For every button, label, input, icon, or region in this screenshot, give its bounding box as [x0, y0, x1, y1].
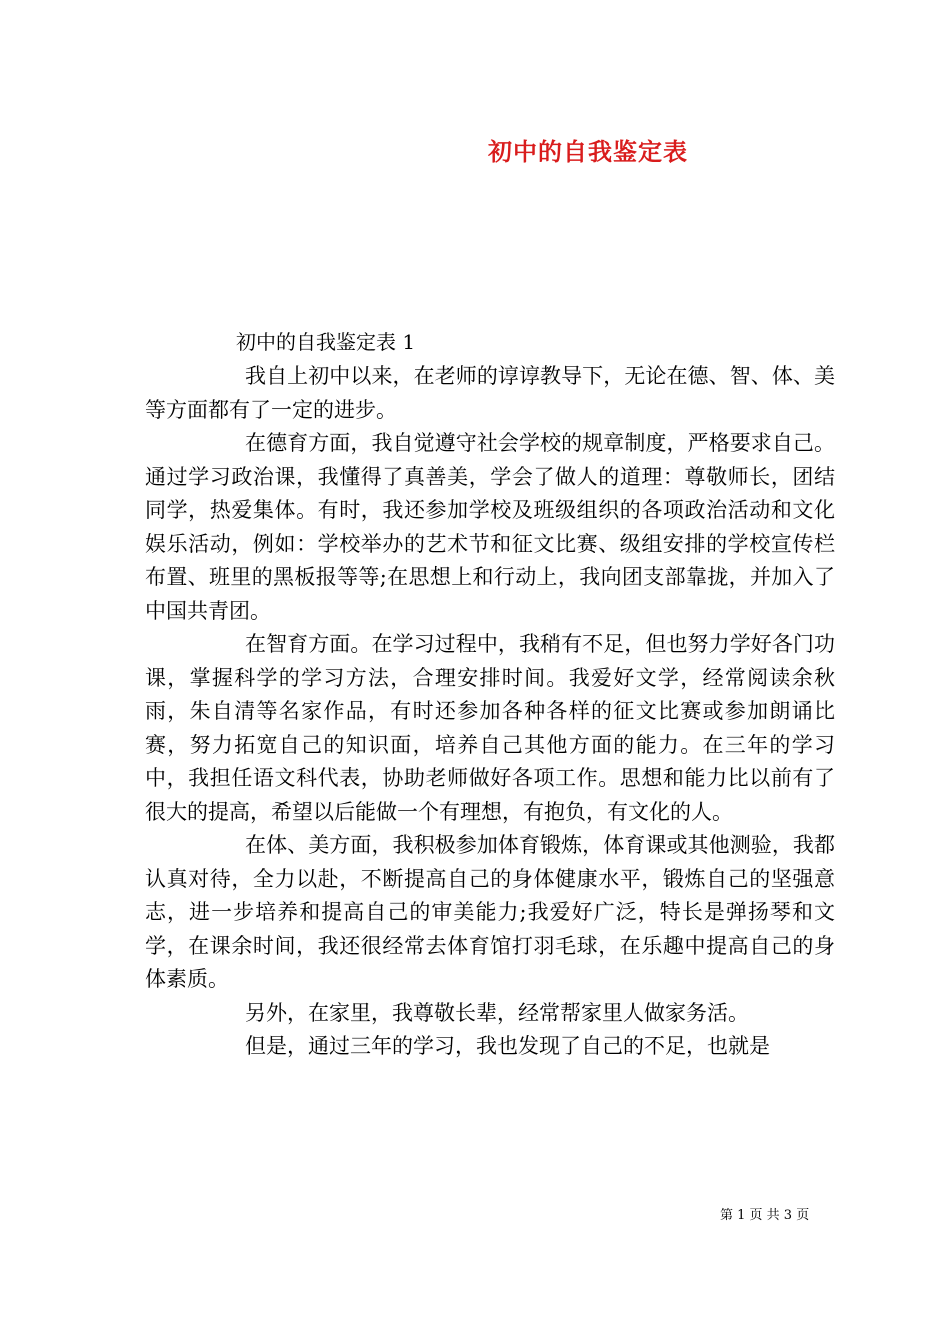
page-footer: 第 1 页 共 3 页 — [720, 1208, 810, 1223]
paragraph-physical-aesthetic: 在体、美方面，我积极参加体育锻炼，体育课或其他测验，我都认真对待，全力以赴，不断提高自己的身体健康水平，锻炼自己的坚强意志，进一步培养和提高自己的审美能力;我爱好广泛，特长是弹扬琴和文学，在课余时间，我还很经常去体育馆打羽毛球，在乐趣中提高自己的身体素质。 — [145, 833, 835, 991]
paragraph-moral: 在德育方面，我自觉遵守社会学校的规章制度，严格要求自己。通过学习政治课，我懂得了真善美，学会了做人的道理：尊敬师长，团结同学，热爱集体。有时，我还参加学校及班级组织的各项政治活动和文化娱乐活动，例如：学校举办的艺术节和征文比赛、级组安排的学校宣传栏布置、班里的黑板报等等;在思想上和行动上，我向团支部靠拢，并加入了中国共青团。 — [145, 431, 835, 623]
document-body — [145, 360, 835, 1064]
document-title: 初中的自我鉴定表 — [488, 137, 688, 166]
paragraph-intellect: 在智育方面。在学习过程中，我稍有不足，但也努力学好各门功课，掌握科学的学习方法，合理安排时间。我爱好文学，经常阅读余秋雨，朱自清等名家作品，有时还参加各种各样的征文比赛或参加朗诵比赛，努力拓宽自己的知识面，培养自己其他方面的能力。在三年的学习中，我担任语文科代表，协助老师做好各项工作。思想和能力比以前有了很大的提高，希望以后能做一个有理想，有抱负，有文化的人。 — [145, 632, 835, 824]
paragraph-shortcomings: 但是，通过三年的学习，我也发现了自己的不足，也就是 — [245, 1034, 770, 1058]
paragraph-home: 另外，在家里，我尊敬长辈，经常帮家里人做家务活。 — [245, 1000, 749, 1025]
paragraph-intro: 我自上初中以来，在老师的谆谆教导下，无论在德、智、体、美等方面都有了一定的进步。 — [145, 364, 835, 422]
section-heading: 初中的自我鉴定表 1 — [236, 330, 416, 354]
